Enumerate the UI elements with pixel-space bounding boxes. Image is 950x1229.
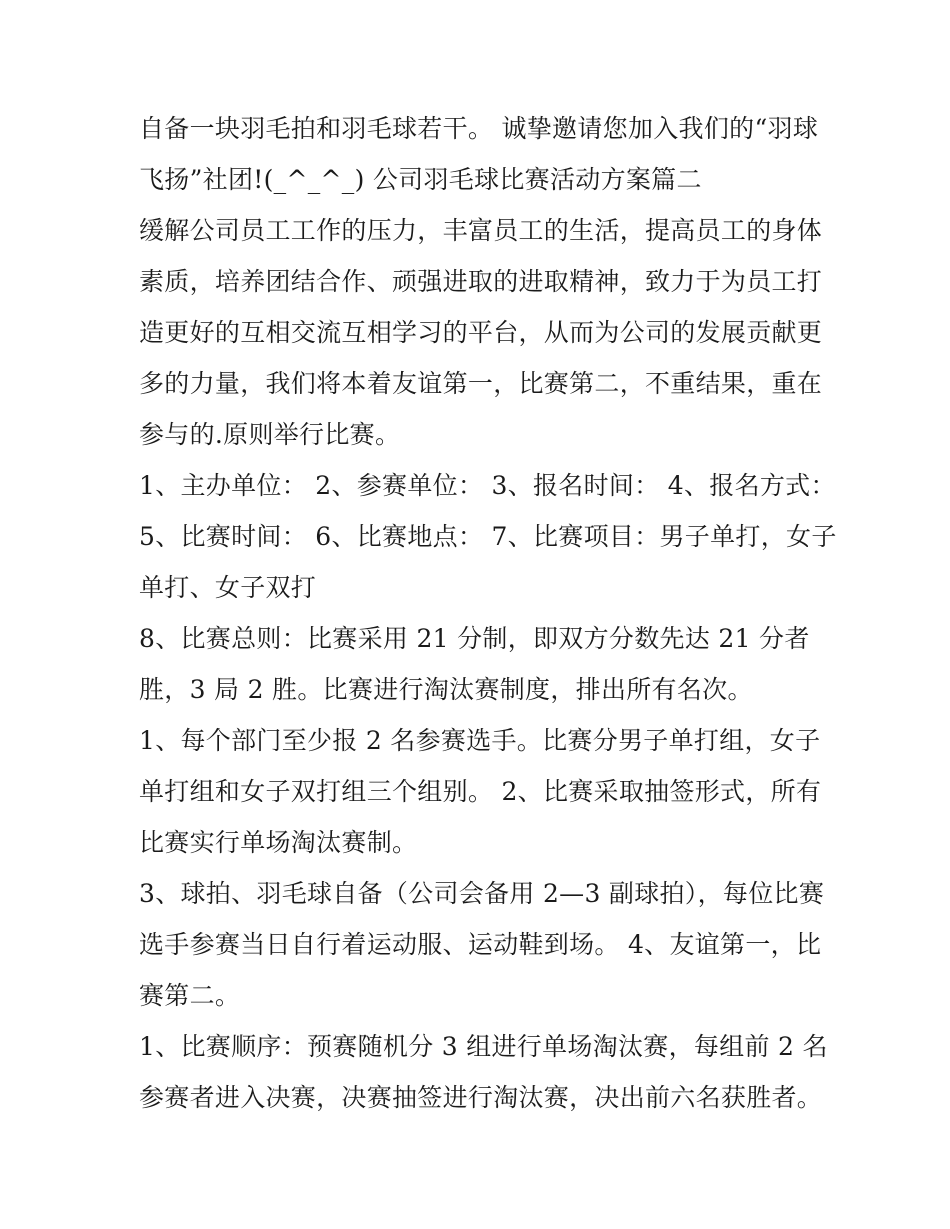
text-line-1: 自备一块羽毛拍和羽毛球若干。 诚挚邀请您加入我们的“羽球 <box>139 114 819 143</box>
text-line-16: 3、球拍、羽毛球自备（公司会备用 2—3 副球拍），每位比赛 <box>139 879 825 908</box>
text-line-12: 胜，3 局 2 胜。比赛进行淘汰赛制度，排出所有名次。 <box>139 675 753 704</box>
text-line-7: 参与的.原则举行比赛。 <box>139 420 401 449</box>
text-line-19: 1、比赛顺序：预赛随机分 3 组进行单场淘汰赛，每组前 2 名 <box>139 1032 828 1061</box>
text-line-6: 多的力量，我们将本着友谊第一，比赛第二，不重结果，重在 <box>139 369 823 398</box>
text-line-3: 缓解公司员工工作的压力，丰富员工的生活，提高员工的身体 <box>139 216 823 245</box>
text-line-10: 单打、女子双打 <box>139 573 317 602</box>
text-line-17: 选手参赛当日自行着运动服、运动鞋到场。 4、友谊第一，比 <box>139 930 822 959</box>
text-line-20: 参赛者进入决赛，决赛抽签进行淘汰赛，决出前六名获胜者。 <box>139 1083 823 1112</box>
text-line-18: 赛第二。 <box>139 981 241 1010</box>
text-line-13: 1、每个部门至少报 2 名参赛选手。比赛分男子单打组，女子 <box>139 726 821 755</box>
text-line-4: 素质，培养团结合作、顽强进取的进取精神，致力于为员工打 <box>139 267 823 296</box>
text-line-5: 造更好的互相交流互相学习的平台，从而为公司的发展贡献更 <box>139 318 823 347</box>
text-line-2: 飞扬”社团!(_^_^_) 公司羽毛球比赛活动方案篇二 <box>139 165 702 194</box>
text-line-14: 单打组和女子双打组三个组别。 2、比赛采取抽签形式，所有 <box>139 777 822 806</box>
text-line-9: 5、比赛时间： 6、比赛地点： 7、比赛项目：男子单打，女子 <box>139 522 837 551</box>
text-line-8: 1、主办单位： 2、参赛单位： 3、报名时间： 4、报名方式： <box>139 471 836 500</box>
text-line-11: 8、比赛总则：比赛采用 21 分制，即双方分数先达 21 分者 <box>139 624 810 653</box>
text-line-15: 比赛实行单场淘汰赛制。 <box>139 828 418 857</box>
